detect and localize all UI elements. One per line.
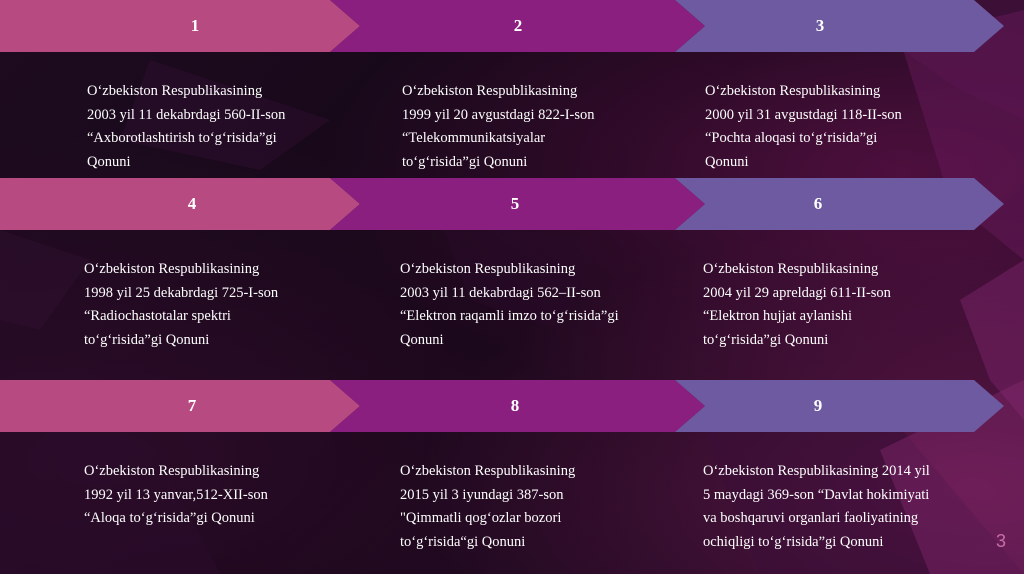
- item-number: 5: [510, 194, 520, 213]
- law-description: O‘zbekiston Respublikasining 2000 yil 31 avgustdagi 118-II-son “Pochta aloqasi to‘g‘risida”gi Qonuni: [705, 83, 902, 170]
- row-3-band: [0, 380, 1004, 432]
- item-number: 8: [510, 396, 520, 415]
- law-description: O‘zbekiston Respublikasining 2003 yil 11 dekabrdagi 560-II-son “Axborotlashtirish to‘g‘risida”gi Qonuni: [87, 83, 286, 170]
- law-description: O‘zbekiston Respublikasining 2004 yil 29 apreldagi 611-II-son “Elektron hujjat aylanishi to‘g‘risida”gi Qonuni: [703, 261, 891, 348]
- law-description: O‘zbekiston Respublikasining 1998 yil 25 dekabrdagi 725-I-son “Radiochastotalar spektri to‘g‘risida”gi Qonuni: [84, 261, 279, 348]
- item-number: 3: [815, 16, 825, 35]
- item-number: 4: [187, 194, 197, 213]
- row-2-band: [0, 178, 1004, 230]
- law-description: O‘zbekiston Respublikasining 1992 yil 13 yanvar,512-XII-son “Aloqa to‘g‘risida”gi Qonuni: [84, 463, 268, 526]
- item-number: 7: [187, 396, 197, 415]
- law-description: O‘zbekiston Respublikasining 2003 yil 11 dekabrdagi 562–II-son “Elektron raqamli imzo to‘g‘risida”gi Qonuni: [400, 261, 619, 348]
- law-description: O‘zbekiston Respublikasining 1999 yil 20 avgustdagi 822-I-son “Telekommunikatsiyalar to‘g‘risida”gi Qonuni: [402, 83, 595, 170]
- law-description: O‘zbekiston Respublikasining 2014 yil 5 maydagi 369-son “Davlat hokimiyati va boshqaruvi organlari faoliyatining ochiqligi to‘g‘risida”gi Qonuni: [703, 463, 930, 550]
- item-number: 9: [813, 396, 823, 415]
- item-number: 1: [190, 16, 200, 35]
- law-description: O‘zbekiston Respublikasining 2015 yil 3 iyundagi 387-son "Qimmatli qog‘ozlar bozori to‘g‘risida“gi Qonuni: [400, 463, 576, 550]
- item-number: 2: [513, 16, 523, 35]
- page-number: 3: [995, 531, 1006, 551]
- item-number: 6: [813, 194, 823, 213]
- row-1-band: [0, 0, 1004, 52]
